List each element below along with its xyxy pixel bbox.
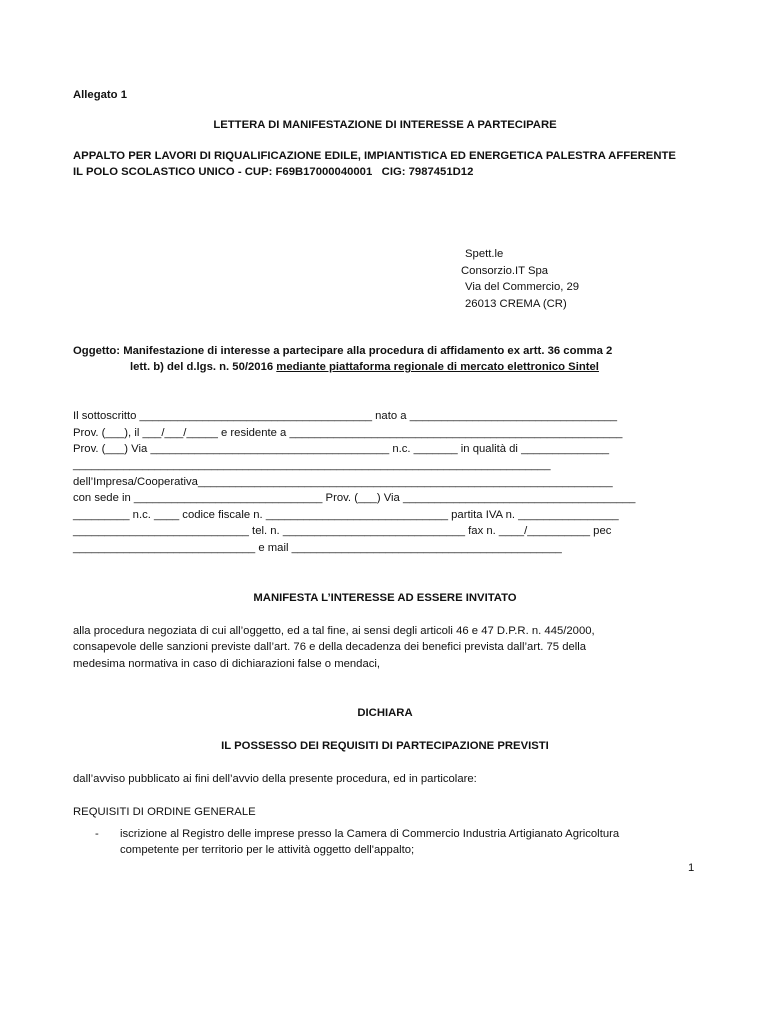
dichiara-subheading: IL POSSESSO DEI REQUISITI DI PARTECIPAZIONE PREVISTI [221, 740, 549, 752]
form-line-blank: ____________________________________________________________________________ [73, 459, 551, 471]
page-number: 1 [688, 862, 695, 874]
form-line-tel-fax: ____________________________ tel. n. _____________________________ fax n. ____/__________ pec [73, 525, 612, 537]
form-line-impresa: dell’Impresa/Cooperativa__________________________________________________________________ [73, 476, 613, 488]
section-label-ordine-generale: REQUISITI DI ORDINE GENERALE [73, 806, 256, 818]
appalto-line-2: IL POLO SCOLASTICO UNICO - CUP: F69B17000040001 CIG: 7987451D12 [73, 166, 474, 178]
oggetto-line-2 [130, 361, 599, 373]
dichiara-heading: DICHIARA [357, 707, 413, 719]
form-line-sottoscritto: Il sottoscritto _____________________________________ nato a _________________________________ [73, 410, 618, 422]
allegato-label: Allegato 1 [73, 89, 127, 101]
bullet-dash: - [95, 828, 99, 840]
manifesta-line: consapevole delle sanzioni previste dall’art. 76 e della decadenza dei benefici prevista dall’art. 75 della [73, 641, 587, 653]
recipient-line: Consorzio.IT Spa [461, 265, 549, 277]
letter-title: LETTERA DI MANIFESTAZIONE DI INTERESSE A PARTECIPARE [213, 119, 557, 131]
manifesta-line: medesima normativa in caso di dichiarazioni false o mendaci, [73, 658, 381, 670]
manifesta-heading: MANIFESTA L’INTERESSE AD ESSERE INVITATO [253, 592, 517, 604]
recipient-line: 26013 CREMA (CR) [465, 298, 567, 310]
manifesta-line: alla procedura negoziata di cui all’oggetto, ed a tal fine, ai sensi degli articoli 46 e 47 D.P.R. n. 445/2000, [73, 625, 595, 637]
recipient-line: Via del Commercio, 29 [465, 281, 580, 293]
dichiara-intro: dall’avviso pubblicato ai fini dell’avvio della presente procedura, ed in particolare: [73, 773, 477, 785]
appalto-line-1: APPALTO PER LAVORI DI RIQUALIFICAZIONE EDILE, IMPIANTISTICA ED ENERGETICA PALESTRA AFFERENTE [73, 150, 676, 162]
bullet-text-line: competente per territorio per le attività oggetto dell'appalto; [120, 844, 415, 856]
form-line-email: _____________________________ e mail ___________________________________________ [73, 542, 562, 554]
oggetto-line-2-plain: lett. b) del d.lgs. n. 50/2016 [130, 361, 277, 373]
form-line-codice-fiscale: _________ n.c. ____ codice fiscale n. _____________________________ partita IVA n. ________________ [73, 509, 619, 521]
bullet-text-line: iscrizione al Registro delle imprese presso la Camera di Commercio Industria Artigianato Agricoltura [120, 828, 620, 840]
oggetto-line-2-underlined: mediante piattaforma regionale di mercato elettronico Sintel [276, 361, 599, 373]
form-line-prov-residente: Prov. (___), il ___/___/_____ e residente a _____________________________________________________ [73, 427, 623, 439]
oggetto-line-1: Oggetto: Manifestazione di interesse a partecipare alla procedura di affidamento ex artt. 36 comma 2 [73, 345, 613, 357]
form-line-via-qualita: Prov. (___) Via ______________________________________ n.c. _______ in qualità di ______________ [73, 443, 610, 455]
recipient-line: Spett.le [465, 248, 504, 260]
form-line-sede: con sede in ______________________________ Prov. (___) Via _____________________________________ [73, 492, 636, 504]
